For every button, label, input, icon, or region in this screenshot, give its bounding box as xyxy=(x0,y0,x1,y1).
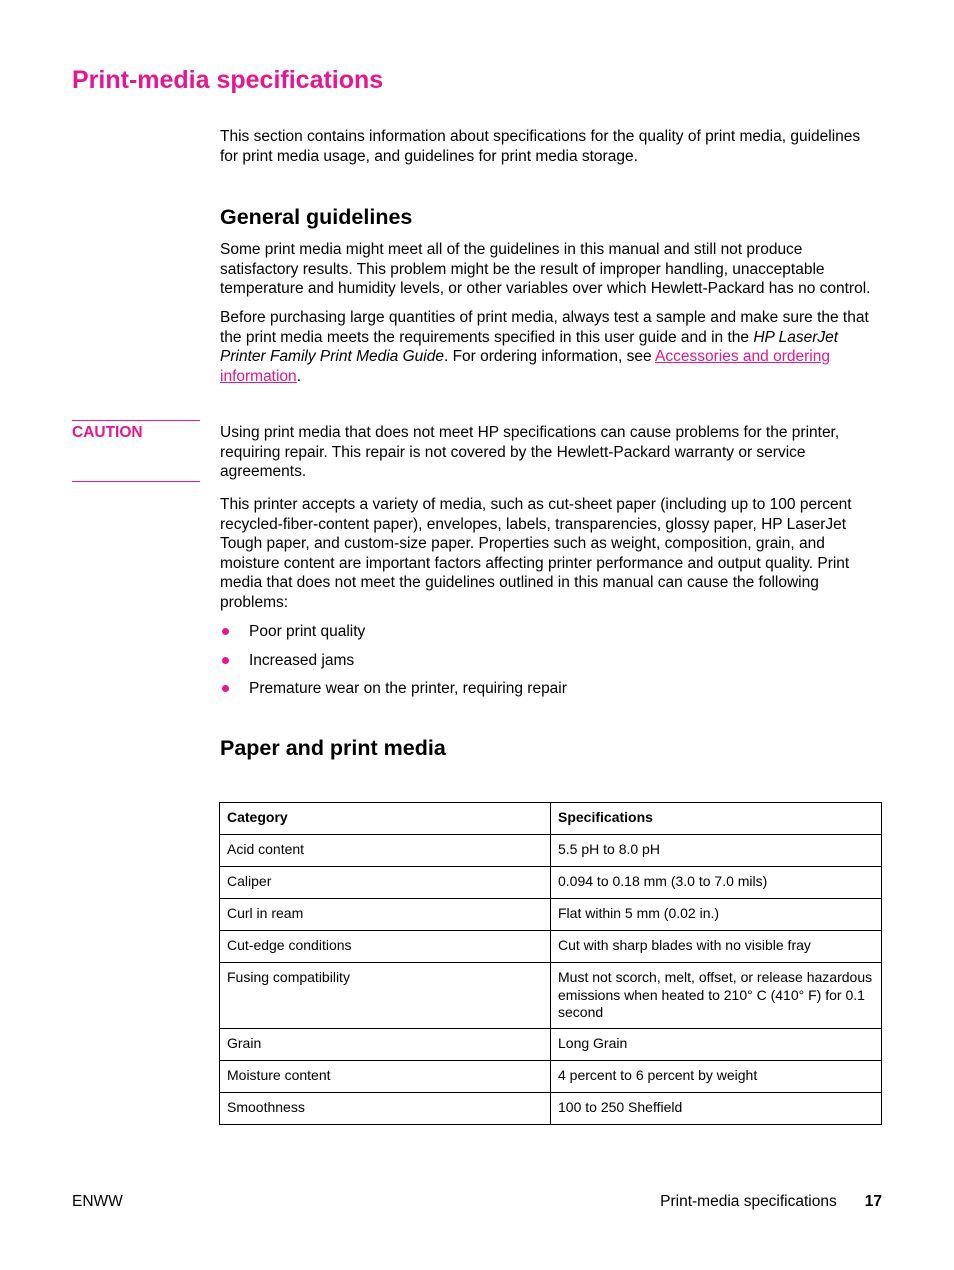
caution-label: CAUTION xyxy=(72,424,143,441)
media-paragraph: This printer accepts a variety of media, such as cut-sheet paper (including up to 100 percent recycled-fiber-content paper), envelopes, labels, transparencies, glossy paper, HP LaserJet Tough paper, and custom-size paper. Properties such as weight, composition, grain, and moisture content are important factors affecting printer performance and output quality. Print media that does not meet the guidelines outlined in this manual can cause the following problems: xyxy=(220,496,852,611)
intro-block xyxy=(220,127,882,166)
spec-table xyxy=(219,802,882,1125)
table-row: Cut-edge conditions Cut with sharp blades with no visible fray xyxy=(220,931,882,963)
accessories-ordering-link[interactable]: Accessories and ordering information xyxy=(220,348,830,385)
table-row: Grain Long Grain xyxy=(220,1028,882,1060)
general-guidelines-section xyxy=(220,203,882,386)
table-row: Fusing compatibility Must not scorch, melt, offset, or release hazardous emissions when heated to 210° C (410° F) for 0.1 second xyxy=(220,963,882,1029)
table-row: Moisture content 4 percent to 6 percent by weight xyxy=(220,1060,882,1092)
page-title: Print-media specifications xyxy=(72,66,384,94)
table-row: Smoothness 100 to 250 Sheffield xyxy=(220,1092,882,1124)
list-item: Increased jams xyxy=(220,651,882,680)
footer-left: ENWW xyxy=(72,1193,123,1210)
general-guidelines-heading: General guidelines xyxy=(220,205,413,229)
table-header-row xyxy=(220,803,882,835)
media-guide-title: HP LaserJet Printer Family Print Media Guide xyxy=(220,328,839,365)
general-paragraph-1: Some print media might meet all of the guidelines in this manual and still not produce satisfactory results. This problem might be the result of improper handling, unacceptable temperature and humidity levels, or other variables over which Hewlett-Packard has no control. xyxy=(220,241,871,297)
table-row: Caliper 0.094 to 0.18 mm (3.0 to 7.0 mils) xyxy=(220,867,882,899)
paper-heading: Paper and print media xyxy=(220,736,446,760)
caution-bottom-rule xyxy=(72,481,200,482)
list-item: Premature wear on the printer, requiring repair xyxy=(220,679,882,708)
footer-section-title: Print-media specifications xyxy=(660,1193,837,1210)
bullet-icon xyxy=(222,657,229,664)
page-number: 17 xyxy=(864,1193,882,1210)
footer-right xyxy=(660,1192,882,1211)
media-block xyxy=(220,495,882,708)
bullet-icon xyxy=(222,685,229,692)
column-header-category: Category xyxy=(220,803,551,835)
caution-text: Using print media that does not meet HP specifications can cause problems for the printer, requiring repair. This repair is not covered by the Hewlett-Packard warranty or service agreements. xyxy=(220,424,840,480)
paper-section xyxy=(220,734,882,762)
bullet-icon xyxy=(222,628,229,635)
table-row: Curl in ream Flat within 5 mm (0.02 in.) xyxy=(220,899,882,931)
general-paragraph-2: Before purchasing large quantities of print media, always test a sample and make sure the that the print media meets the requirements specified in this user guide and in the HP LaserJet Printer Family Print Media Guide. For ordering information, see Accessories and ordering information. xyxy=(220,309,869,385)
problems-list xyxy=(220,622,882,708)
column-header-specifications: Specifications xyxy=(551,803,882,835)
intro-paragraph: This section contains information about specifications for the quality of print media, guidelines for print media usage, and guidelines for print media storage. xyxy=(220,128,861,165)
caution-top-rule xyxy=(72,420,200,421)
list-item: Poor print quality xyxy=(220,622,882,651)
caution-block xyxy=(220,423,882,482)
table-row: Acid content 5.5 pH to 8.0 pH xyxy=(220,835,882,867)
